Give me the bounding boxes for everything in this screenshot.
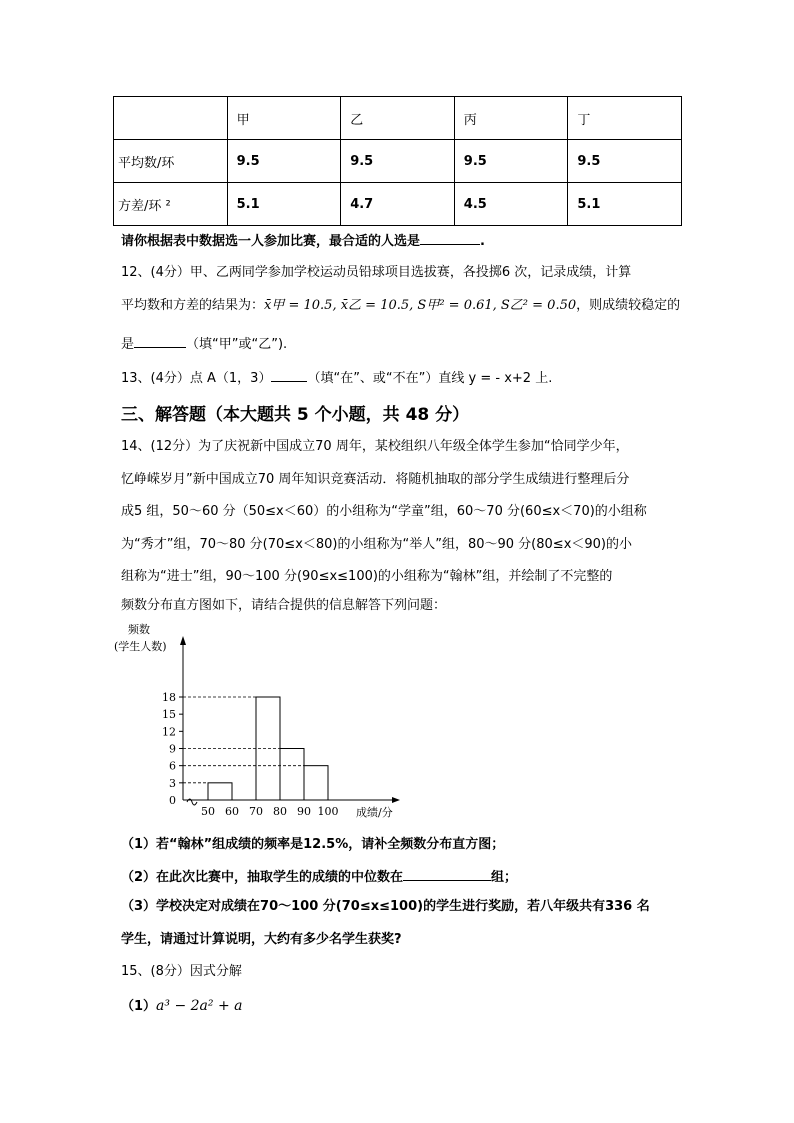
row-label: 方差/环 ² [114, 183, 228, 226]
q11-tail [121, 231, 485, 250]
x-axis-label: 成绩/分 [356, 806, 393, 819]
histogram-bar [280, 749, 304, 801]
q14-line: 频数分布直方图如下，请结合提供的信息解答下列问题： [121, 598, 447, 613]
frequency-histogram [110, 620, 410, 820]
q12-line1: 12、(4分）甲、乙两同学参加学校运动员铅球项目选拔赛，各投掷6 次，记录成绩，计算 [121, 265, 632, 280]
q11-end: . [480, 234, 485, 249]
y-axis-arrow [180, 636, 186, 645]
histogram-bar [208, 783, 232, 800]
y-tick-label: 9 [169, 742, 176, 756]
q15-sub1 [121, 998, 242, 1015]
q14-line: 14、(12分）为了庆祝新中国成立70 周年，某校组织八年级全体学生参加“恰同学少年， [121, 439, 629, 454]
q15-title: 15、(8分）因式分解 [121, 964, 242, 979]
table-cell: 4.5 [454, 183, 568, 226]
q14-line: 成5 组，50～60 分（50≤x＜60）的小组称为“学童”组，60～70 分(60≤x＜70)的小组称 [121, 504, 647, 519]
q14-sub2 [121, 867, 517, 886]
q12-line3-suffix: （填“甲”或“乙”). [186, 337, 288, 352]
answer-blank [420, 231, 480, 245]
q13-prefix: 13、(4分）点 A（1，3） [121, 371, 272, 386]
q14-line: 忆峥嵘岁月”新中国成立70 周年知识竞赛活动．将随机抽取的部分学生成绩进行整理后分 [121, 472, 630, 487]
table-header-row [114, 97, 682, 140]
q12-math: x̄甲 = 10.5, x̄乙 = 10.5, S甲² = 0.61, S乙² = 0.50 [264, 298, 577, 313]
q14-sub3-line2: 学生，请通过计算说明，大约有多少名学生获奖? [121, 932, 402, 947]
table-cell: 9.5 [341, 140, 455, 183]
x-tick-label: 100 [317, 805, 339, 818]
table-cell: 9.5 [454, 140, 568, 183]
q14-sub2-suffix: 组； [491, 870, 518, 885]
q15-sub1-math: a³ − 2a² + a [156, 998, 243, 1014]
table-header-cell: 丙 [454, 97, 568, 140]
table-cell: 5.1 [227, 183, 341, 226]
q14-line: 组称为“进士”组，90～100 分(90≤x≤100)的小组称为“翰林”组，并绘制了不完整的 [121, 569, 613, 584]
q15-sub1-prefix: （1） [121, 999, 157, 1014]
x-tick-label: 60 [225, 805, 239, 818]
y-tick-label: 0 [169, 794, 176, 807]
table-header-cell: 乙 [341, 97, 455, 140]
table-cell: 9.5 [227, 140, 341, 183]
q12-line3 [121, 334, 287, 353]
q14-sub3-line1: （3）学校决定对成绩在70～100 分(70≤x≤100)的学生进行奖励，若八年级共有336 名 [121, 899, 650, 914]
x-tick-label: 80 [273, 805, 287, 818]
x-axis-arrow [392, 797, 400, 803]
y-tick-label: 3 [169, 776, 176, 790]
q11-text: 请你根据表中数据选一人参加比赛，最合适的人选是 [121, 234, 421, 249]
q12-line2 [121, 298, 680, 314]
q13-line [121, 368, 552, 387]
answer-blank [403, 867, 491, 881]
table-row [114, 140, 682, 183]
x-tick-label: 90 [297, 805, 311, 818]
table-cell: 4.7 [341, 183, 455, 226]
table-header-cell [114, 97, 228, 140]
q12-line3-prefix: 是 [121, 337, 135, 352]
section-title: 三、解答题（本大题共 5 个小题，共 48 分） [121, 405, 470, 425]
q14-sub1: （1）若“翰林”组成绩的频率是12.5%，请补全频数分布直方图； [121, 837, 505, 852]
table-header-cell: 丁 [568, 97, 682, 140]
data-table [113, 96, 682, 226]
q14-line: 为“秀才”组，70～80 分(70≤x＜80)的小组称为“举人”组，80～90 分(80≤x＜90)的小 [121, 537, 632, 552]
y-tick-label: 12 [162, 725, 176, 739]
y-tick-label: 18 [162, 691, 176, 704]
q12-prefix: 平均数和方差的结果为： [121, 298, 265, 313]
row-label: 平均数/环 [114, 140, 228, 183]
q13-suffix: （填“在”、或“不在”）直线 y = - x+2 上. [307, 371, 553, 386]
answer-blank [271, 368, 307, 382]
y-axis-label: 频数 [128, 623, 150, 636]
x-tick-label: 50 [201, 805, 215, 818]
histogram-bar [304, 766, 328, 800]
y-tick-label: 6 [169, 759, 176, 773]
q12-suffix: ，则成绩较稳定的 [576, 298, 681, 313]
y-tick-label: 15 [162, 708, 176, 722]
table-row [114, 183, 682, 226]
answer-blank [134, 334, 186, 348]
q14-sub2-prefix: （2）在此次比赛中，抽取学生的成绩的中位数在 [121, 870, 404, 885]
table-cell: 9.5 [568, 140, 682, 183]
table-cell: 5.1 [568, 183, 682, 226]
table-header-cell: 甲 [227, 97, 341, 140]
x-tick-label: 70 [249, 805, 263, 818]
y-axis-label-2: (学生人数) [114, 640, 167, 653]
